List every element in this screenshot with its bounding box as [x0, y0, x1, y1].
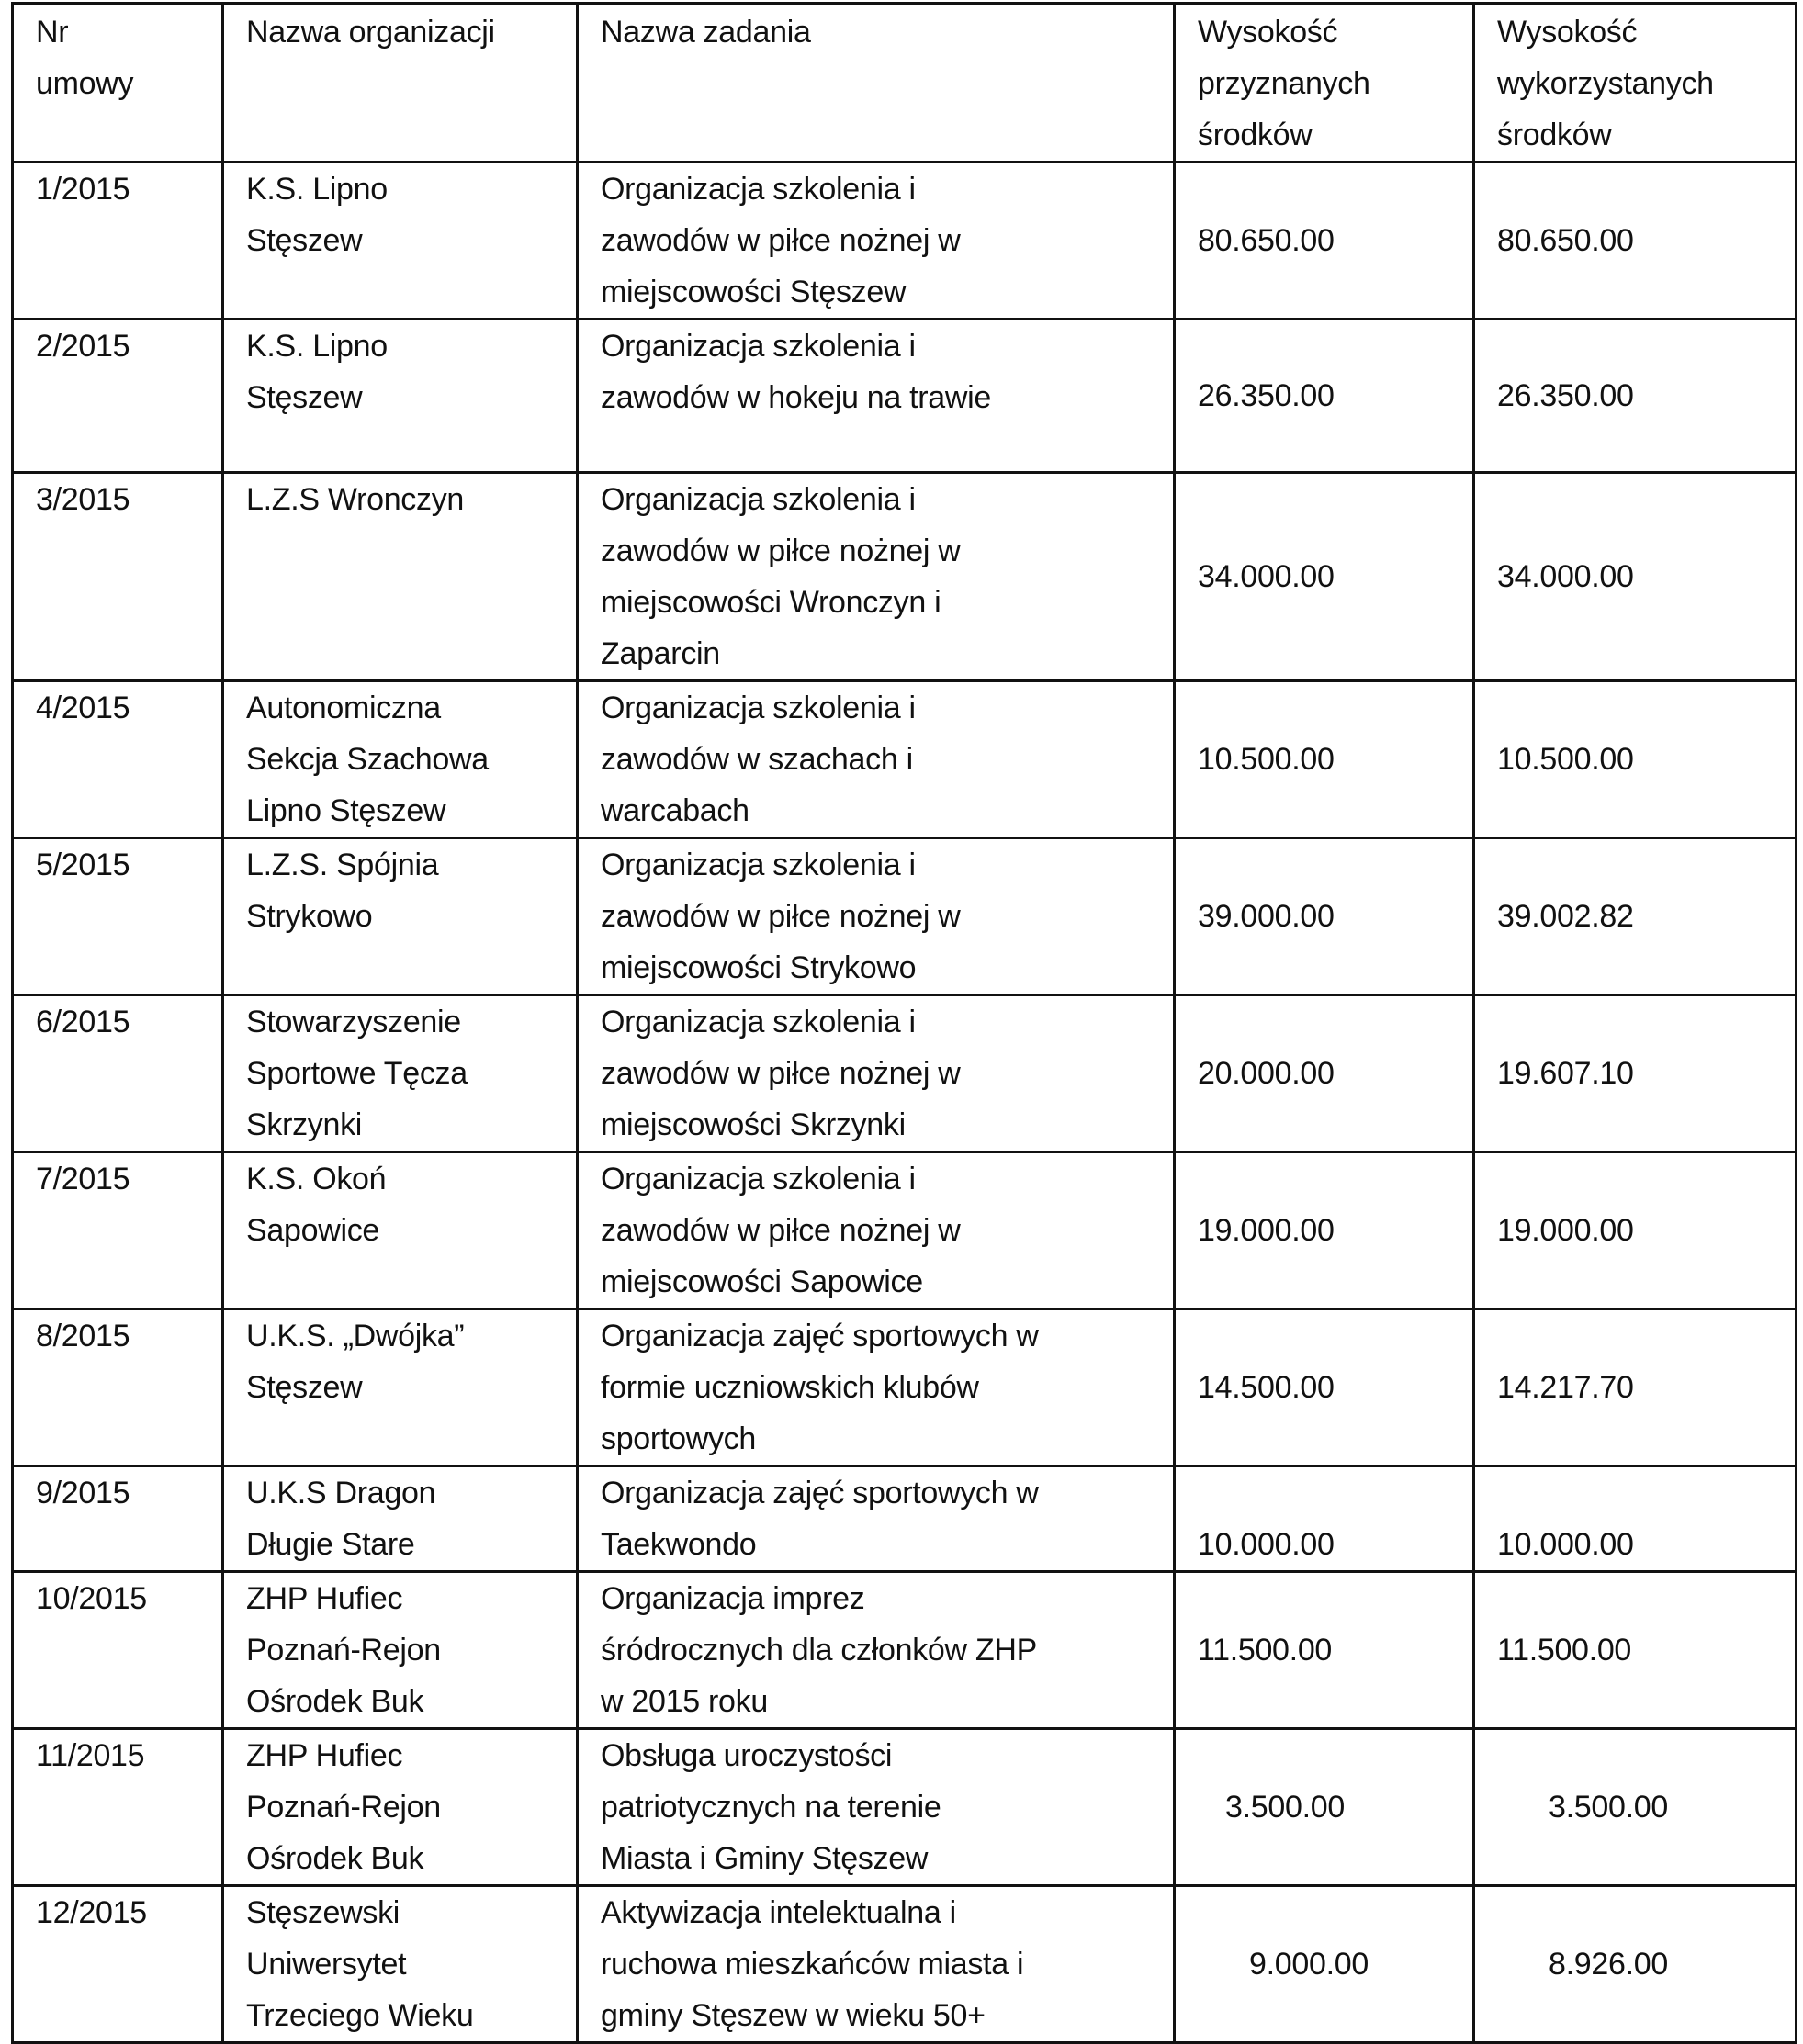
header-line: wykorzystanych: [1497, 66, 1714, 101]
contract-number-cell: [13, 1572, 223, 1729]
task-name-line: Organizacja szkolenia i: [601, 691, 916, 725]
organization-name-line: Ośrodek Buk: [246, 1684, 424, 1719]
contract-number-cell: [13, 473, 223, 681]
granted-amount: 3.500.00: [1225, 1790, 1345, 1825]
organization-cell: [223, 163, 578, 320]
used-amount: 10.500.00: [1497, 742, 1634, 777]
task-name-line: miejscowości Wronczyn i: [601, 585, 941, 620]
task-name-line: zawodów w piłce nożnej w: [601, 223, 961, 258]
used-amount: 19.607.10: [1497, 1056, 1634, 1091]
contract-number: 11/2015: [36, 1738, 145, 1773]
contract-number: 7/2015: [36, 1162, 130, 1196]
task-name-line: Organizacja zajęć sportowych w: [601, 1319, 1039, 1353]
contract-number-cell: [13, 1729, 223, 1886]
contract-number-cell: [13, 681, 223, 838]
used-amount: 10.000.00: [1497, 1527, 1634, 1562]
task-name-line: miejscowości Strykowo: [601, 950, 917, 985]
task-name-line: śródrocznych dla członków ZHP: [601, 1633, 1038, 1668]
granted-amount: 10.000.00: [1198, 1527, 1335, 1562]
task-cell: [578, 681, 1175, 838]
organization-cell: [223, 681, 578, 838]
used-amount: 19.000.00: [1497, 1213, 1634, 1248]
granted-amount-cell: [1175, 681, 1474, 838]
organization-name-line: Stęszew: [246, 1370, 363, 1405]
contract-number-cell: [13, 163, 223, 320]
header-contract-number: [13, 4, 223, 163]
granted-amount: 34.000.00: [1198, 559, 1335, 594]
task-name-line: zawodów w piłce nożnej w: [601, 899, 961, 934]
used-amount-cell: [1474, 1466, 1797, 1572]
header-organization-name: [223, 4, 578, 163]
organization-name-line: Uniwersytet: [246, 1947, 407, 1982]
task-name-line: gminy Stęszew w wieku 50+: [601, 1998, 986, 2033]
organization-cell: [223, 473, 578, 681]
contract-number-cell: [13, 320, 223, 473]
organization-name-line: Lipno Stęszew: [246, 793, 446, 828]
task-name-line: Organizacja zajęć sportowych w: [601, 1476, 1039, 1511]
task-name-line: w 2015 roku: [601, 1684, 768, 1719]
header-used-amount: [1474, 4, 1797, 163]
contract-number-cell: [13, 1309, 223, 1466]
task-name-line: patriotycznych na terenie: [601, 1790, 941, 1825]
table-row: [13, 681, 1797, 838]
task-name-line: Organizacja szkolenia i: [601, 1162, 916, 1196]
organization-name-line: Ośrodek Buk: [246, 1841, 424, 1876]
table-row: [13, 1572, 1797, 1729]
contract-number: 8/2015: [36, 1319, 130, 1353]
task-name-line: miejscowości Sapowice: [601, 1264, 923, 1299]
granted-amount: 20.000.00: [1198, 1056, 1335, 1091]
header-line: Nr: [36, 15, 69, 50]
used-amount: 3.500.00: [1549, 1790, 1668, 1825]
organization-cell: [223, 838, 578, 995]
used-amount: 26.350.00: [1497, 378, 1634, 413]
used-amount: 8.926.00: [1549, 1947, 1668, 1982]
used-amount-cell: [1474, 163, 1797, 320]
task-name-line: zawodów w piłce nożnej w: [601, 1213, 961, 1248]
table-row: [13, 1729, 1797, 1886]
task-cell: [578, 1729, 1175, 1886]
table-row: [13, 838, 1797, 995]
header-task-name: [578, 4, 1175, 163]
granted-amount: 11.500.00: [1198, 1633, 1333, 1668]
organization-cell: [223, 995, 578, 1152]
organization-name-line: Poznań-Rejon: [246, 1633, 441, 1668]
granted-amount: 26.350.00: [1198, 378, 1335, 413]
granted-amount-cell: [1175, 1309, 1474, 1466]
header-line: Wysokość: [1198, 15, 1338, 50]
table-row: [13, 1886, 1797, 2043]
contract-number: 4/2015: [36, 691, 130, 725]
task-name-line: warcabach: [601, 793, 749, 828]
organization-cell: [223, 1466, 578, 1572]
header-line: Nazwa organizacji: [246, 15, 495, 50]
organization-name-line: Poznań-Rejon: [246, 1790, 441, 1825]
used-amount-cell: [1474, 838, 1797, 995]
contract-number-cell: [13, 1886, 223, 2043]
contract-number: 2/2015: [36, 329, 130, 364]
table-row: [13, 473, 1797, 681]
organization-name-line: Stowarzyszenie: [246, 1005, 461, 1039]
contract-number: 9/2015: [36, 1476, 130, 1511]
task-cell: [578, 1466, 1175, 1572]
header-line: Wysokość: [1497, 15, 1638, 50]
task-name-line: zawodów w piłce nożnej w: [601, 1056, 961, 1091]
table-row: [13, 163, 1797, 320]
task-name-line: Obsługa uroczystości: [601, 1738, 893, 1773]
organization-name-line: Stęszewski: [246, 1895, 400, 1930]
used-amount: 14.217.70: [1497, 1370, 1634, 1405]
organization-name-line: U.K.S Dragon: [246, 1476, 436, 1511]
header-granted-amount: [1175, 4, 1474, 163]
task-name-line: Organizacja szkolenia i: [601, 329, 916, 364]
used-amount: 80.650.00: [1497, 223, 1634, 258]
granted-amount: 10.500.00: [1198, 742, 1335, 777]
task-name-line: ruchowa mieszkańców miasta i: [601, 1947, 1024, 1982]
used-amount-cell: [1474, 1309, 1797, 1466]
organization-cell: [223, 1152, 578, 1309]
organization-name-line: L.Z.S Wronczyn: [246, 482, 465, 517]
task-cell: [578, 995, 1175, 1152]
organization-name-line: Stęszew: [246, 223, 363, 258]
task-cell: [578, 1886, 1175, 2043]
used-amount-cell: [1474, 1572, 1797, 1729]
table-row: [13, 1466, 1797, 1572]
task-cell: [578, 163, 1175, 320]
granted-amount: 80.650.00: [1198, 223, 1335, 258]
contract-number-cell: [13, 838, 223, 995]
organization-cell: [223, 1886, 578, 2043]
contract-number-cell: [13, 1466, 223, 1572]
task-name-line: Organizacja imprez: [601, 1581, 865, 1616]
task-cell: [578, 473, 1175, 681]
organization-name-line: K.S. Lipno: [246, 329, 388, 364]
organization-name-line: K.S. Lipno: [246, 172, 388, 207]
table-body: [13, 163, 1797, 2043]
task-name-line: Organizacja szkolenia i: [601, 848, 916, 882]
granted-amount-cell: [1175, 1729, 1474, 1886]
granted-amount-cell: [1175, 320, 1474, 473]
task-cell: [578, 320, 1175, 473]
task-name-line: miejscowości Skrzynki: [601, 1107, 906, 1142]
task-name-line: Organizacja szkolenia i: [601, 482, 916, 517]
contract-number: 6/2015: [36, 1005, 130, 1039]
organization-name-line: ZHP Hufiec: [246, 1738, 403, 1773]
task-name-line: zawodów w szachach i: [601, 742, 913, 777]
task-name-line: sportowych: [601, 1421, 756, 1456]
organization-name-line: Sportowe Tęcza: [246, 1056, 468, 1091]
organization-name-line: ZHP Hufiec: [246, 1581, 403, 1616]
granted-amount-cell: [1175, 1886, 1474, 2043]
task-name-line: miejscowości Stęszew: [601, 275, 907, 309]
organization-name-line: Autonomiczna: [246, 691, 441, 725]
organization-cell: [223, 1309, 578, 1466]
granted-amount-cell: [1175, 473, 1474, 681]
granted-amount-cell: [1175, 995, 1474, 1152]
task-cell: [578, 1152, 1175, 1309]
task-cell: [578, 1309, 1175, 1466]
task-name-line: Aktywizacja intelektualna i: [601, 1895, 956, 1930]
organization-name-line: Strykowo: [246, 899, 373, 934]
used-amount-cell: [1474, 681, 1797, 838]
task-name-line: zawodów w piłce nożnej w: [601, 533, 961, 568]
task-name-line: Taekwondo: [601, 1527, 757, 1562]
used-amount: 34.000.00: [1497, 559, 1634, 594]
task-cell: [578, 838, 1175, 995]
header-row: [13, 4, 1797, 163]
used-amount-cell: [1474, 320, 1797, 473]
used-amount-cell: [1474, 995, 1797, 1152]
task-name-line: zawodów w hokeju na trawie: [601, 380, 991, 415]
organization-cell: [223, 1572, 578, 1729]
header-line: środków: [1497, 118, 1612, 152]
organization-name-line: K.S. Okoń: [246, 1162, 387, 1196]
granted-amount-cell: [1175, 163, 1474, 320]
task-name-line: Organizacja szkolenia i: [601, 172, 916, 207]
contract-number: 12/2015: [36, 1895, 147, 1930]
organization-name-line: Sapowice: [246, 1213, 380, 1248]
organization-name-line: Stęszew: [246, 380, 363, 415]
organization-name-line: L.Z.S. Spójnia: [246, 848, 439, 882]
granted-amount: 19.000.00: [1198, 1213, 1335, 1248]
task-name-line: Organizacja szkolenia i: [601, 1005, 916, 1039]
granted-amount-cell: [1175, 1572, 1474, 1729]
organization-name-line: Długie Stare: [246, 1527, 415, 1562]
organization-name-line: Skrzynki: [246, 1107, 363, 1142]
contract-number-cell: [13, 995, 223, 1152]
contract-number-cell: [13, 1152, 223, 1309]
table-row: [13, 995, 1797, 1152]
used-amount: 39.002.82: [1497, 899, 1634, 934]
task-name-line: Zaparcin: [601, 636, 720, 671]
used-amount-cell: [1474, 1729, 1797, 1886]
used-amount: 11.500.00: [1497, 1633, 1632, 1668]
granted-amount: 39.000.00: [1198, 899, 1335, 934]
header-line: Nazwa zadania: [601, 15, 811, 50]
contract-number: 10/2015: [36, 1581, 147, 1616]
task-cell: [578, 1572, 1175, 1729]
contract-number: 3/2015: [36, 482, 130, 517]
table-row: [13, 1152, 1797, 1309]
task-name-line: formie uczniowskich klubów: [601, 1370, 979, 1405]
granted-amount-cell: [1175, 838, 1474, 995]
organization-name-line: Trzeciego Wieku: [246, 1998, 474, 2033]
header-line: środków: [1198, 118, 1313, 152]
used-amount-cell: [1474, 1886, 1797, 2043]
granted-amount: 14.500.00: [1198, 1370, 1335, 1405]
granted-amount-cell: [1175, 1466, 1474, 1572]
used-amount-cell: [1474, 473, 1797, 681]
contract-number: 1/2015: [36, 172, 130, 207]
granted-amount: 9.000.00: [1249, 1947, 1369, 1982]
organization-name-line: Sekcja Szachowa: [246, 742, 489, 777]
organization-cell: [223, 1729, 578, 1886]
granted-amount-cell: [1175, 1152, 1474, 1309]
header-line: przyznanych: [1198, 66, 1370, 101]
organization-name-line: U.K.S. „Dwójka”: [246, 1319, 465, 1353]
header-line: umowy: [36, 66, 134, 101]
table-row: [13, 320, 1797, 473]
contract-number: 5/2015: [36, 848, 130, 882]
organization-cell: [223, 320, 578, 473]
grants-table: [11, 2, 1797, 2044]
table-row: [13, 1309, 1797, 1466]
task-name-line: Miasta i Gminy Stęszew: [601, 1841, 929, 1876]
used-amount-cell: [1474, 1152, 1797, 1309]
